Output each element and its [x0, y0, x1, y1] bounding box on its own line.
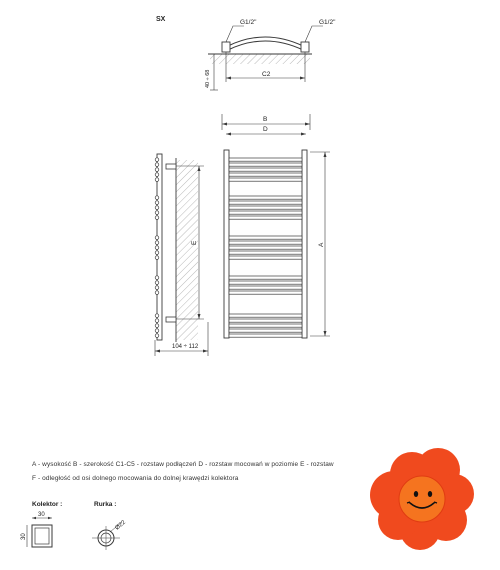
side-bar-profile-4	[155, 173, 159, 177]
kolektor-section	[21, 512, 52, 547]
heating-bar-22	[229, 324, 302, 327]
connection-left-label: G1/2"	[240, 19, 257, 26]
heating-bar-23	[229, 329, 302, 332]
b-label: B	[263, 116, 268, 123]
legend-line-1: A - wysokość B - szerokość C1-C5 - rozstaw podłączeń D - rozstaw mocowań w poziomie E - rozstaw	[32, 461, 334, 468]
heating-bar-12	[229, 241, 302, 244]
heating-bar-4	[229, 173, 302, 176]
heating-bar-20	[229, 314, 302, 317]
top-wall-hatch	[210, 54, 310, 64]
heating-bar-19	[229, 291, 302, 294]
side-bar-profile-10	[155, 216, 159, 220]
left-collector	[224, 150, 229, 338]
kolektor-height: 30	[21, 533, 27, 540]
side-bar-profile-18	[155, 286, 159, 290]
side-bar-profile-7	[155, 201, 159, 205]
heating-bar-6	[229, 196, 302, 199]
a-label: A	[318, 242, 325, 247]
kolektor-arrow-right	[48, 517, 52, 519]
kolektor-inner	[35, 528, 49, 544]
d-arrow-right	[301, 133, 306, 136]
side-bar-profile-1	[155, 158, 159, 162]
heating-bar-1	[229, 158, 302, 161]
top-bracket	[166, 164, 176, 169]
side-bar-profile-23	[155, 329, 159, 333]
a-arrow-top	[324, 152, 327, 157]
c2-arrow-left	[226, 77, 231, 80]
side-bar-profile-17	[155, 281, 159, 285]
heating-bar-16	[229, 276, 302, 279]
d-label: D	[263, 126, 268, 133]
right-leader	[305, 26, 323, 42]
top-view	[205, 19, 336, 90]
heating-bar-15	[229, 256, 302, 259]
depth-label: 104 ÷ 112	[172, 344, 199, 350]
side-bar-profile-14	[155, 251, 159, 255]
left-leader	[226, 26, 244, 42]
side-bar-profile-3	[155, 168, 159, 172]
heating-bar-10	[229, 216, 302, 219]
side-view	[155, 154, 208, 356]
rurka-section	[92, 519, 127, 550]
depth-arrow-right	[203, 350, 208, 353]
side-bar-profile-13	[155, 246, 159, 250]
right-collector	[302, 150, 307, 338]
side-bar-profile-6	[155, 196, 159, 200]
top-left-fitting	[222, 42, 230, 52]
smiling-flower-logo	[370, 448, 474, 550]
connection-right-label: G1/2"	[319, 19, 336, 26]
model-code: SX	[156, 16, 166, 23]
top-right-fitting	[301, 42, 309, 52]
depth-arrow-left	[155, 350, 160, 353]
side-bar-profile-9	[155, 211, 159, 215]
heating-bar-2	[229, 163, 302, 166]
heating-bar-9	[229, 211, 302, 214]
a-arrow-bottom	[324, 331, 327, 336]
heating-bar-14	[229, 251, 302, 254]
side-bar-profile-20	[155, 314, 159, 318]
rurka-diameter: Ø22	[114, 519, 127, 532]
heating-bars	[229, 158, 302, 337]
heating-bar-13	[229, 246, 302, 249]
side-bar-profile-5	[155, 178, 159, 182]
side-bar-profile-8	[155, 206, 159, 210]
e-label: E	[191, 240, 198, 245]
side-bar-profile-16	[155, 276, 159, 280]
d-arrow-left	[226, 133, 231, 136]
side-wall-hatch	[176, 160, 198, 340]
heating-bar-24	[229, 334, 302, 337]
side-bar-profile-24	[155, 334, 159, 338]
heating-bar-3	[229, 168, 302, 171]
side-bar-profile-19	[155, 291, 159, 295]
heating-bar-5	[229, 178, 302, 181]
heating-bar-8	[229, 206, 302, 209]
rurka-label: Rurka :	[94, 501, 117, 508]
wall-distance-label: 40 ÷ 68	[205, 69, 211, 88]
side-bar-profile-22	[155, 324, 159, 328]
side-bar-profile-15	[155, 256, 159, 260]
front-view	[222, 114, 330, 338]
b-arrow-right	[305, 123, 310, 126]
b-arrow-left	[222, 123, 227, 126]
kolektor-label: Kolektor :	[32, 501, 63, 508]
heating-bar-18	[229, 286, 302, 289]
c2-arrow-right	[300, 77, 305, 80]
top-arc-inner	[228, 41, 303, 50]
side-bar-profile-2	[155, 163, 159, 167]
bottom-bracket	[166, 317, 176, 322]
kolektor-width: 30	[38, 512, 45, 518]
heating-bar-11	[229, 236, 302, 239]
heating-bar-7	[229, 201, 302, 204]
side-bar-profile-12	[155, 241, 159, 245]
heating-bar-17	[229, 281, 302, 284]
kolektor-arrow-left	[32, 517, 36, 519]
side-bar-profile-21	[155, 319, 159, 323]
heating-bar-21	[229, 319, 302, 322]
legend-line-2: F - odległość od osi dolnego mocowania do dolnej krawędzi kolektora	[32, 475, 239, 482]
c2-label: C2	[262, 71, 271, 78]
side-bar-profile-11	[155, 236, 159, 240]
